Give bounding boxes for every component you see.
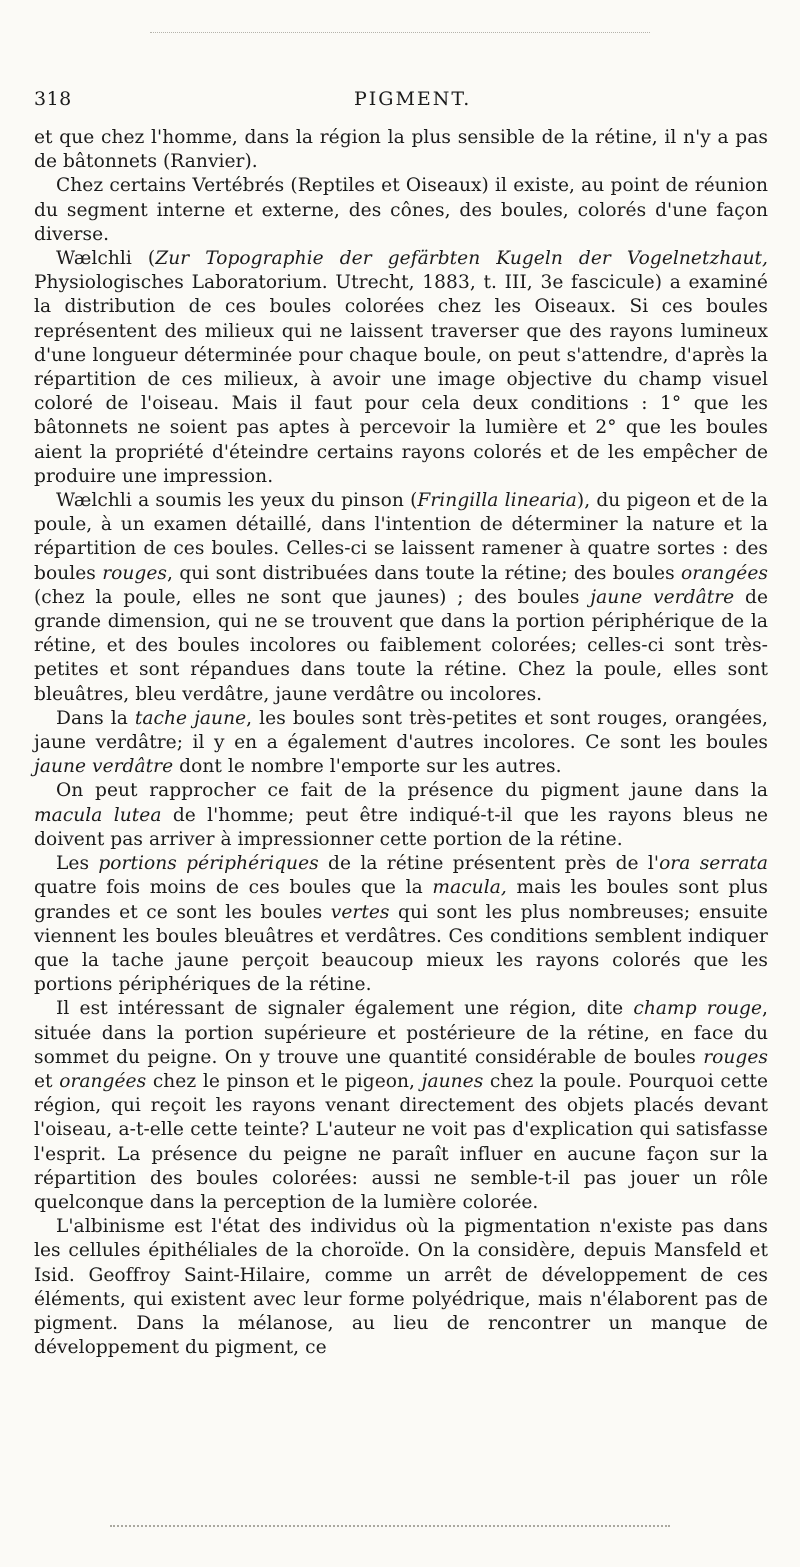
paragraph-7: Les portions périphériques de la rétine présentent près de l'ora serrata quatre fois moins de ces boules que la macula, mais les boules sont plus grandes et ce sont les boules vertes qui sont les plus nombreuses; ensuite viennent les boules bleuâtres et verdâtres. Ces conditions semblent indiquer que la tache jaune perçoit beaucoup mieux les rayons colorés que les portions périphériques de la rétine. (34, 853, 769, 996)
paragraph-9: L'albinisme est l'état des individus où la pigmentation n'existe pas dans les cellules épithéliales de la choroïde. On la considère, depuis Mansfeld et Isid. Geoffroy Saint-Hilaire, comme un arrêt de développement de ces éléments, qui existent avec leur forme polyédrique, mais n'élaborent pas de pigment. Dans la mélanose, au lieu de rencontrer un manque de développement du pigment, ce (34, 1216, 768, 1359)
body-text (34, 126, 768, 1360)
paragraph-1: et que chez l'homme, dans la région la plus sensible de la rétine, il n'y a pas de bâtonnets (Ranvier). (34, 127, 768, 173)
paragraph-4: Wælchli a soumis les yeux du pinson (Fringilla linearia), du pigeon et de la poule, à un examen détaillé, dans l'intention de déterminer la nature et la répartition de ces boules. Celles-ci se laissent ramener à quatre sortes : des boules rouges, qui sont distribuées dans toute la rétine; des boules orangées (chez la poule, elles ne sont que jaunes) ; des boules jaune verdâtre de grande dimension, qui ne se trouvent que dans la portion périphérique de la rétine, et des boules incolores ou faiblement colorées; celles-ci sont très-petites et sont répandues dans toute la rétine. Chez la poule, elles sont bleuâtres, bleu verdâtre, jaune verdâtre ou incolores. (34, 490, 769, 705)
running-title: PIGMENT. (354, 88, 472, 110)
paragraph-6: On peut rapprocher ce fait de la présence du pigment jaune dans la macula lutea de l'homme; peut être indiqué-t-il que les rayons bleus ne doivent pas arriver à impressionner cette portion de la rétine. (34, 780, 769, 850)
paragraph-2: Chez certains Vertébrés (Reptiles et Oiseaux) il existe, au point de réunion du segment interne et externe, des cônes, des boules, colorés d'une façon diverse. (34, 175, 768, 245)
scan-specks-top (150, 32, 650, 35)
scan-specks-bottom (110, 1525, 670, 1529)
paragraph-5: Dans la tache jaune, les boules sont très-petites et sont rouges, orangées, jaune verdâtre; il y en a également d'autres incolores. Ce sont les boules jaune verdâtre dont le nombre l'emporte sur les autres. (34, 707, 768, 778)
cited-title: Zur Topographie der gefärbten Kugeln der Vogelnetzhaut, (155, 248, 768, 270)
paragraph-3: Wælchli (Zur Topographie der gefärbten Kugeln der Vogelnetzhaut, Physiologisches Laboratorium. Utrecht, 1883, t. III, 3e fascicule) a examiné la distribution de ces boules colorées chez les Oiseaux. Si ces boules représentent des milieux qui ne laissent traverser que des rayons lumineux d'une longueur déterminée pour chaque boule, on peut s'attendre, d'après la répartition de ces milieux, à avoir une image objective du champ visuel coloré de l'oiseau. Mais il faut pour cela deux conditions : 1° que les bâtonnets ne soient pas aptes à percevoir la lumière et 2° que les boules aient la propriété d'éteindre certains rayons colorés et de les empêcher de produire une impression. (34, 248, 768, 487)
page-header (34, 84, 768, 118)
paragraph-8: Il est intéressant de signaler également une région, dite champ rouge, située dans la portion supérieure et postérieure de la rétine, en face du sommet du peigne. On y trouve une quantité considérable de boules rouges et orangées chez le pinson et le pigeon, jaunes chez la poule. Pourquoi cette région, qui reçoit les rayons venant directement des objets placés devant l'oiseau, a-t-elle cette teinte? L'auteur ne voit pas d'explication qui satisfasse l'esprit. La présence du peigne ne paraît influer en aucune façon sur la répartition des boules colorées: aussi ne semble-t-il pas jouer un rôle quelconque dans la perception de la lumière colorée. (34, 998, 769, 1213)
page-number: 318 (34, 88, 72, 110)
